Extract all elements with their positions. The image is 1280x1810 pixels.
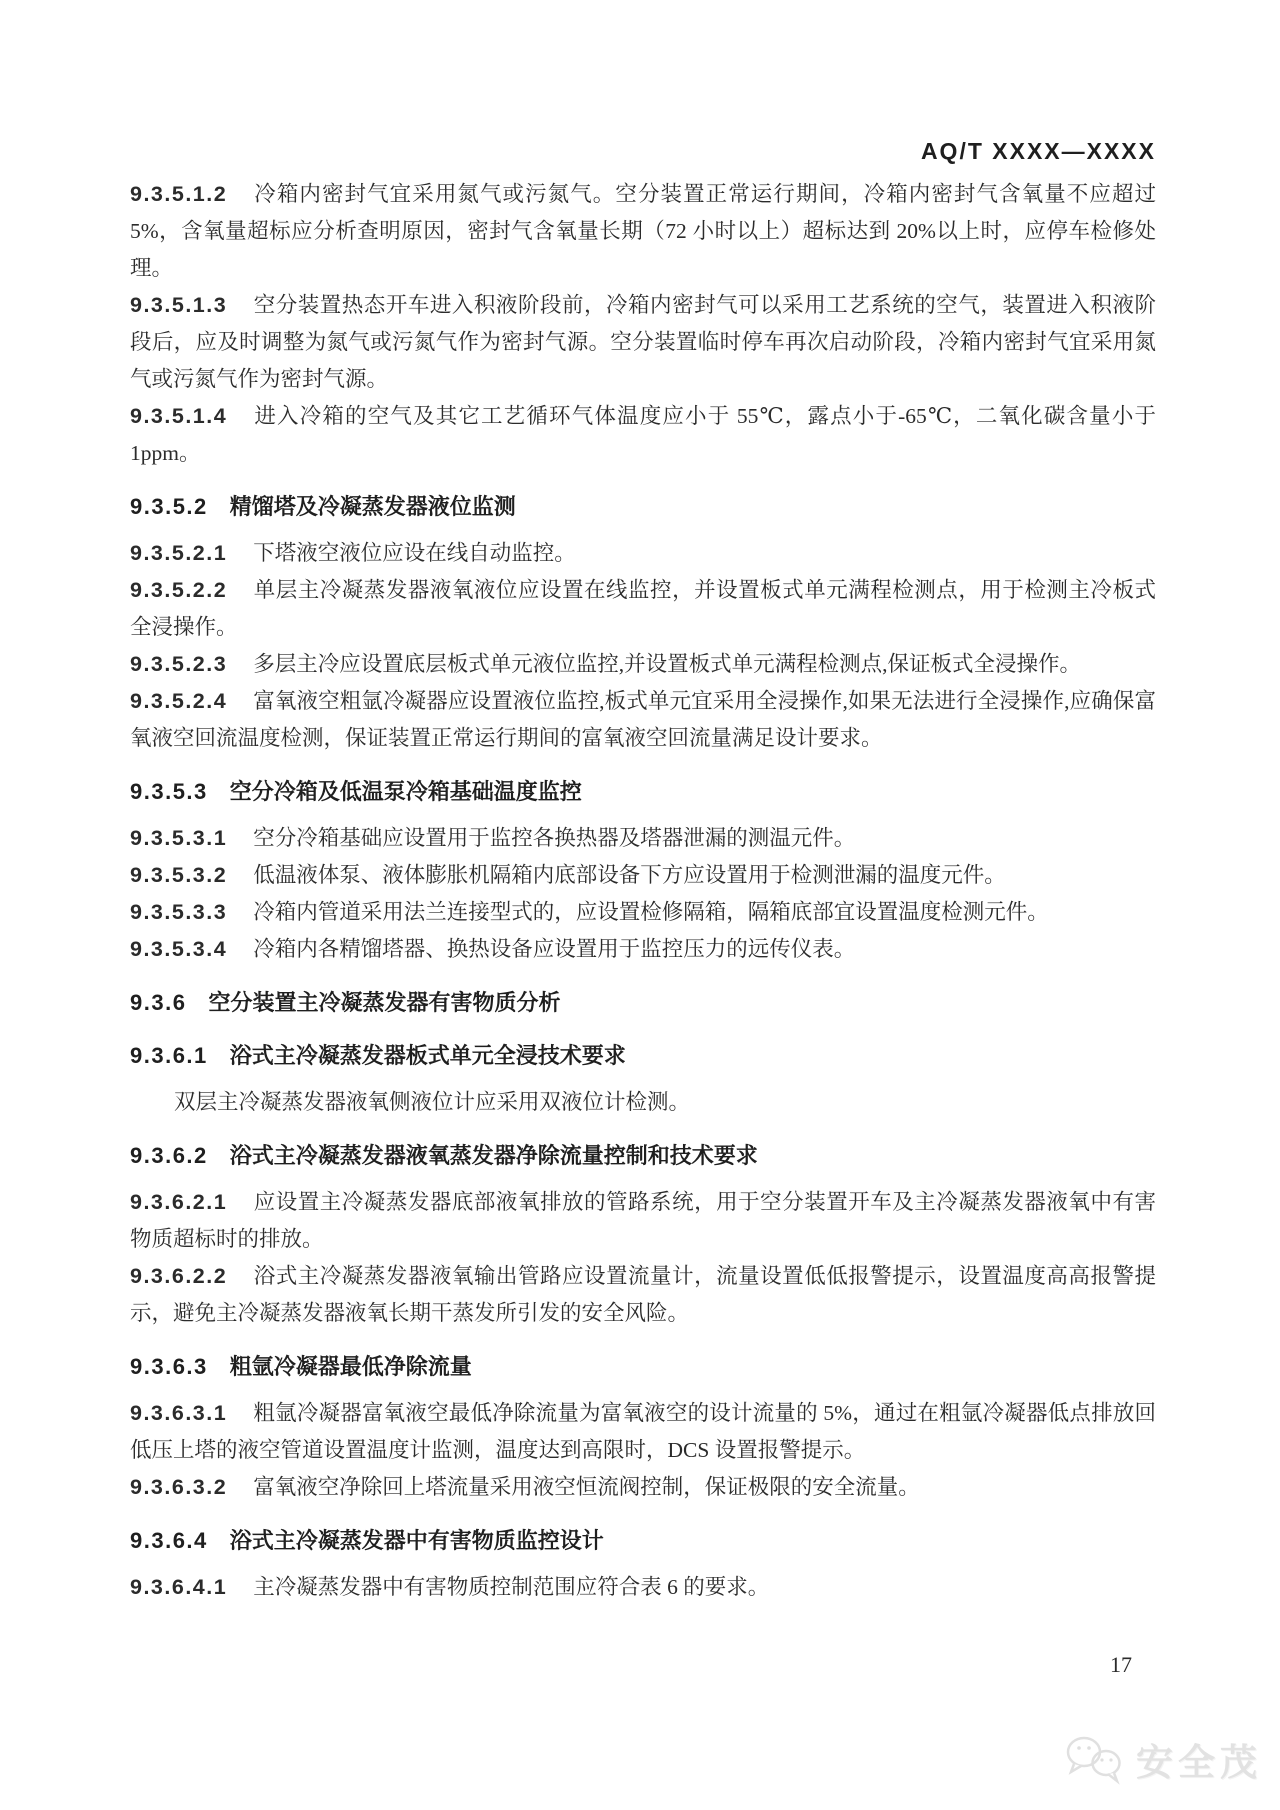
clause-number: 9.3.5.1.4 <box>130 404 228 428</box>
page-number: 17 <box>1110 1652 1132 1677</box>
clause-number: 9.3.5.3 <box>130 779 208 804</box>
clause-text: 冷箱内密封气宜采用氮气或污氮气。空分装置正常运行期间，冷箱内密封气含氧量不应超过 5%，含氧量超标应分析查明原因，密封气含氧量长期（72 小时以上）超标达到 20%以上时，应停车检修处理。 <box>130 182 1156 280</box>
watermark <box>1064 1732 1262 1786</box>
clause-heading <box>130 488 1156 525</box>
document-body <box>130 176 1156 1606</box>
clause-heading <box>130 1137 1156 1174</box>
clause-paragraph <box>130 1395 1156 1469</box>
clause-heading <box>130 1037 1156 1074</box>
clause-paragraph <box>130 1469 1156 1506</box>
clause-number: 9.3.5.1.3 <box>130 293 228 317</box>
clause-heading <box>130 773 1156 810</box>
clause-number: 9.3.6.4.1 <box>130 1575 228 1599</box>
clause-paragraph <box>130 535 1156 572</box>
clause-paragraph <box>130 287 1156 398</box>
clause-number: 9.3.5.2.2 <box>130 578 228 602</box>
clause-number: 9.3.6.1 <box>130 1043 208 1068</box>
clause-number: 9.3.5.2.1 <box>130 541 228 565</box>
clause-number: 9.3.6.4 <box>130 1528 208 1553</box>
clause-paragraph <box>130 646 1156 683</box>
clause-number: 9.3.6.3.2 <box>130 1475 228 1499</box>
clause-text: 空分冷箱基础应设置用于监控各换热器及塔器泄漏的测温元件。 <box>253 826 856 850</box>
clause-number: 9.3.5.2.4 <box>130 689 228 713</box>
running-header: AQ/T XXXX—XXXX <box>920 138 1156 164</box>
clause-text: 多层主冷应设置底层板式单元液位监控,并设置板式单元满程检测点,保证板式全浸操作。 <box>253 652 1081 676</box>
clause-paragraph <box>130 820 1156 857</box>
clause-text: 双层主冷凝蒸发器液氧侧液位计应采用双液位计检测。 <box>174 1090 691 1114</box>
clause-paragraph <box>130 683 1156 757</box>
clause-number: 9.3.5.2 <box>130 494 208 519</box>
clause-text: 空分装置主冷凝蒸发器有害物质分析 <box>208 990 561 1015</box>
clause-number: 9.3.5.2.3 <box>130 652 228 676</box>
clause-paragraph <box>130 1084 1156 1121</box>
clause-text: 浴式主冷凝蒸发器液氧输出管路应设置流量计，流量设置低低报警提示，设置温度高高报警提示，避免主冷凝蒸发器液氧长期干蒸发所引发的安全风险。 <box>130 1264 1156 1325</box>
clause-text: 冷箱内管道采用法兰连接型式的，应设置检修隔箱，隔箱底部宜设置温度检测元件。 <box>253 900 1049 924</box>
clause-text: 富氧液空净除回上塔流量采用液空恒流阀控制，保证极限的安全流量。 <box>253 1475 920 1499</box>
clause-text: 富氧液空粗氩冷凝器应设置液位监控,板式单元宜采用全浸操作,如果无法进行全浸操作,应确保富氧液空回流温度检测，保证装置正常运行期间的富氧液空回流量满足设计要求。 <box>130 689 1156 750</box>
watermark-brand-text: 安全茂 <box>1136 1742 1262 1783</box>
clause-text: 进入冷箱的空气及其它工艺循环气体温度应小于 55℃，露点小于-65℃，二氧化碳含量小于 1ppm。 <box>130 404 1156 465</box>
clause-number: 9.3.6.2 <box>130 1143 208 1168</box>
clause-text: 浴式主冷凝蒸发器中有害物质监控设计 <box>229 1528 604 1553</box>
clause-paragraph <box>130 398 1156 472</box>
clause-text: 精馏塔及冷凝蒸发器液位监测 <box>229 494 516 519</box>
clause-text: 低温液体泵、液体膨胀机隔箱内底部设备下方应设置用于检测泄漏的温度元件。 <box>253 863 1006 887</box>
clause-paragraph <box>130 572 1156 646</box>
clause-text: 粗氩冷凝器最低净除流量 <box>229 1354 472 1379</box>
clause-number: 9.3.5.3.4 <box>130 937 228 961</box>
clause-number: 9.3.5.3.3 <box>130 900 228 924</box>
clause-number: 9.3.6 <box>130 990 187 1015</box>
clause-paragraph <box>130 1184 1156 1258</box>
clause-text: 单层主冷凝蒸发器液氧液位应设置在线监控，并设置板式单元满程检测点，用于检测主冷板式全浸操作。 <box>130 578 1156 639</box>
clause-number: 9.3.5.3.1 <box>130 826 228 850</box>
clause-heading <box>130 1522 1156 1559</box>
clause-heading <box>130 984 1156 1021</box>
clause-number: 9.3.6.3 <box>130 1354 208 1379</box>
clause-number: 9.3.5.3.2 <box>130 863 228 887</box>
clause-paragraph <box>130 894 1156 931</box>
clause-text: 空分冷箱及低温泵冷箱基础温度监控 <box>229 779 582 804</box>
clause-text: 空分装置热态开车进入积液阶段前，冷箱内密封气可以采用工艺系统的空气，装置进入积液阶段后，应及时调整为氮气或污氮气作为密封气源。空分装置临时停车再次启动阶段，冷箱内密封气宜采用氮气或污氮气作为密封气源。 <box>130 293 1156 391</box>
clause-number: 9.3.6.3.1 <box>130 1401 228 1425</box>
clause-paragraph <box>130 1258 1156 1332</box>
clause-paragraph <box>130 931 1156 968</box>
clause-text: 浴式主冷凝蒸发器液氧蒸发器净除流量控制和技术要求 <box>229 1143 758 1168</box>
clause-heading <box>130 1348 1156 1385</box>
clause-paragraph <box>130 857 1156 894</box>
clause-text: 粗氩冷凝器富氧液空最低净除流量为富氧液空的设计流量的 5%，通过在粗氩冷凝器低点排放回低压上塔的液空管道设置温度计监测，温度达到高限时，DCS 设置报警提示。 <box>130 1401 1156 1462</box>
clause-number: 9.3.6.2.2 <box>130 1264 228 1288</box>
wechat-chat-bubbles-icon <box>1064 1733 1128 1785</box>
clause-paragraph <box>130 176 1156 287</box>
clause-text: 冷箱内各精馏塔器、换热设备应设置用于监控压力的远传仪表。 <box>253 937 856 961</box>
clause-text: 应设置主冷凝蒸发器底部液氧排放的管路系统，用于空分装置开车及主冷凝蒸发器液氧中有害物质超标时的排放。 <box>130 1190 1156 1251</box>
clause-paragraph <box>130 1569 1156 1606</box>
clause-text: 下塔液空液位应设在线自动监控。 <box>253 541 576 565</box>
clause-text: 浴式主冷凝蒸发器板式单元全浸技术要求 <box>229 1043 626 1068</box>
clause-number: 9.3.6.2.1 <box>130 1190 228 1214</box>
clause-text: 主冷凝蒸发器中有害物质控制范围应符合表 6 的要求。 <box>253 1575 770 1599</box>
clause-number: 9.3.5.1.2 <box>130 182 228 206</box>
